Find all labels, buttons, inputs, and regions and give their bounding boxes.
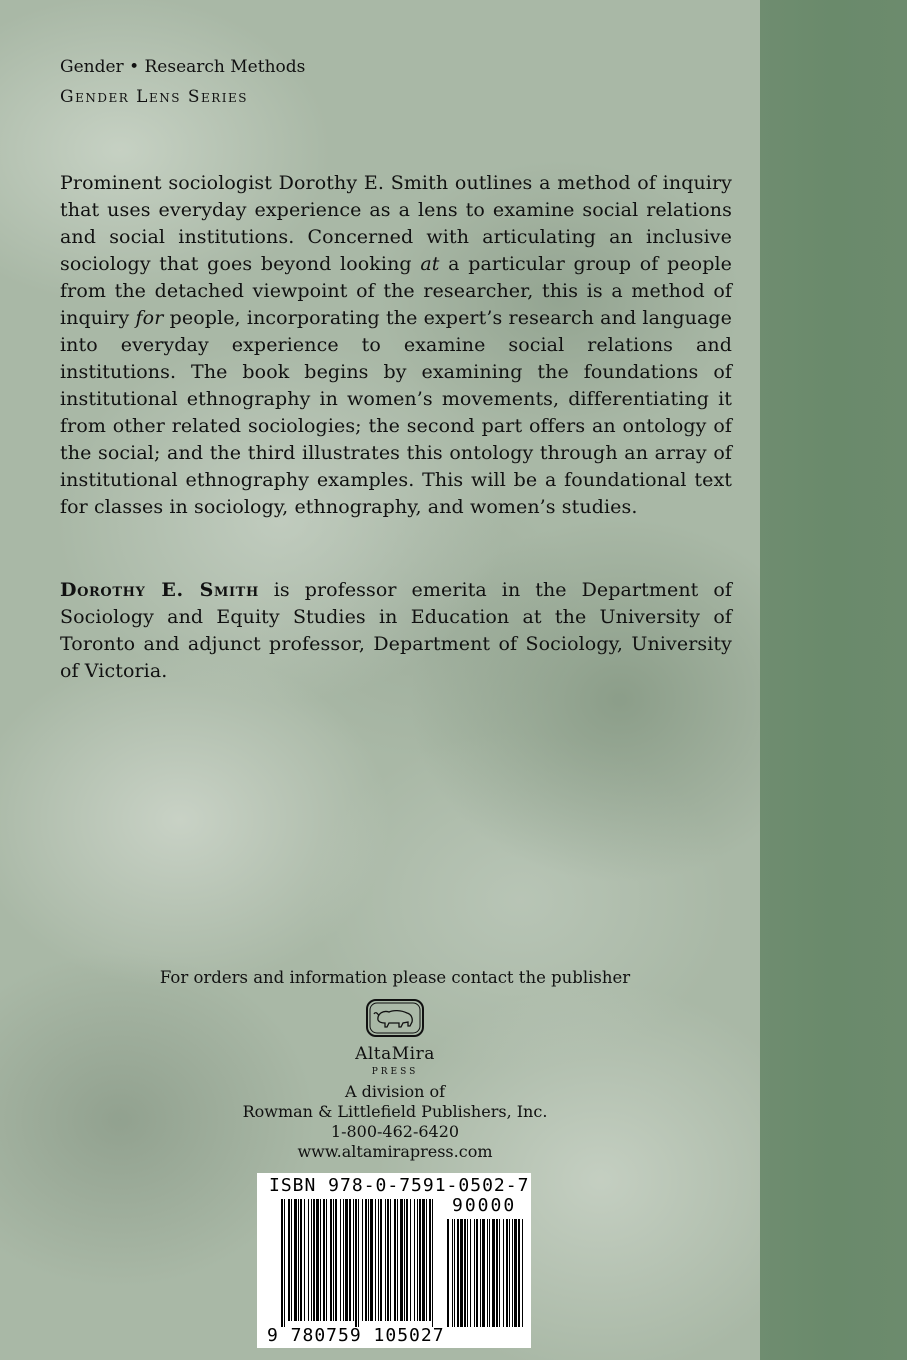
addon-bar bbox=[509, 1219, 510, 1327]
addon-bar bbox=[489, 1219, 490, 1327]
barcode-bar bbox=[300, 1199, 302, 1321]
isbn-label: ISBN 978-0-7591-0502-7 bbox=[269, 1175, 530, 1196]
barcode-bar bbox=[417, 1199, 418, 1321]
phone-number: 1-800-462-6420 bbox=[330, 1122, 460, 1141]
barcode-bars bbox=[257, 1173, 531, 1348]
barcode-bar bbox=[355, 1199, 357, 1327]
barcode-bar bbox=[323, 1199, 325, 1321]
barcode-bar bbox=[400, 1199, 403, 1321]
description-emphasis-at: at bbox=[420, 253, 440, 275]
description-text-1: Prominent sociologist Dorothy E. Smith outlines a method of inquiry that uses everyday experience as a lens to examine social relations and social institutions. Concerned with articulating an inclusive sociology that goes beyond looking bbox=[60, 172, 732, 275]
book-description bbox=[60, 170, 732, 521]
barcode-bar bbox=[404, 1199, 405, 1321]
barcode-bar bbox=[375, 1199, 376, 1321]
logo-subtitle: PRESS bbox=[371, 1067, 419, 1077]
barcode-bar bbox=[308, 1199, 309, 1321]
addon-bar bbox=[480, 1219, 481, 1327]
ean-digits: 9 780759 105027 bbox=[267, 1325, 445, 1346]
barcode-bar bbox=[385, 1199, 386, 1321]
addon-bar bbox=[518, 1219, 520, 1327]
barcode-bar bbox=[426, 1199, 427, 1321]
contact-line: For orders and information please contact the publisher bbox=[159, 968, 631, 987]
addon-bar bbox=[522, 1219, 523, 1327]
publisher-info bbox=[0, 968, 790, 1162]
description-emphasis-for: for bbox=[135, 307, 164, 329]
parent-company: Rowman & Littlefield Publishers, Inc. bbox=[242, 1102, 548, 1121]
addon-bar bbox=[470, 1219, 471, 1327]
addon-bar bbox=[476, 1219, 478, 1327]
barcode-bar bbox=[353, 1199, 354, 1321]
barcode-bar bbox=[414, 1199, 415, 1321]
publisher-logo bbox=[340, 998, 450, 1078]
addon-bar bbox=[492, 1219, 495, 1327]
barcode-bar bbox=[358, 1199, 359, 1327]
addon-bar bbox=[499, 1219, 500, 1327]
addon-bar bbox=[506, 1219, 508, 1327]
series-header bbox=[60, 56, 305, 108]
barcode-bar bbox=[422, 1199, 425, 1321]
author-name: Dorothy E. Smith bbox=[60, 579, 259, 601]
barcode-bar bbox=[335, 1199, 337, 1321]
barcode-bar bbox=[320, 1199, 321, 1321]
author-bio bbox=[60, 577, 732, 685]
addon-bar bbox=[460, 1219, 463, 1327]
barcode-bar bbox=[429, 1199, 431, 1321]
barcode-bar bbox=[370, 1199, 373, 1321]
barcode-bar bbox=[406, 1199, 408, 1321]
barcode-bar bbox=[340, 1199, 341, 1321]
subject-categories: Gender • Research Methods bbox=[60, 57, 306, 77]
price-code: 90000 bbox=[452, 1195, 517, 1216]
description-text-2: a particular group of people from the detached viewpoint of the researcher, this is a method of inquiry bbox=[60, 253, 732, 329]
description-text-3: people, incorporating the expert’s research and language into everyday experience to examine social relations and institutions. The book begins by examining the foundations of institutional ethnography in women’s movements, differentiating it from other related sociologies; the second part offers an ontology of the social; and the third illustrates this ontology through an array of institutional ethnography examples. This will be a foundational text for classes in sociology, ethnography, and women’s studies. bbox=[60, 307, 732, 518]
addon-bar bbox=[487, 1219, 488, 1327]
website: www.altamirapress.com bbox=[297, 1142, 493, 1161]
author-bio-text: is professor emerita in the Department of Sociology and Equity Studies in Education at the University of Toronto and adjunct professor, Department of Sociology, University of Victoria. bbox=[60, 579, 732, 682]
barcode-bar bbox=[304, 1199, 305, 1321]
barcode-bar bbox=[380, 1199, 382, 1321]
addon-bar bbox=[474, 1219, 475, 1327]
barcode-bar bbox=[281, 1199, 283, 1327]
barcode-bar bbox=[311, 1199, 312, 1321]
addon-bar bbox=[514, 1219, 517, 1327]
addon-bar bbox=[496, 1219, 498, 1327]
addon-bar bbox=[454, 1219, 455, 1327]
barcode-bar bbox=[432, 1199, 433, 1327]
barcode-bar bbox=[349, 1199, 351, 1321]
barcode-bar bbox=[294, 1199, 297, 1321]
barcode-bar bbox=[419, 1199, 421, 1321]
barcode-bar bbox=[333, 1199, 334, 1321]
barcode-bar bbox=[291, 1199, 292, 1321]
addon-bar bbox=[464, 1219, 466, 1327]
barcode-bar bbox=[298, 1199, 299, 1321]
addon-bar bbox=[457, 1219, 459, 1327]
barcode-bar bbox=[365, 1199, 367, 1321]
addon-bar bbox=[482, 1219, 485, 1327]
barcode-bar bbox=[394, 1199, 396, 1321]
barcode-bar bbox=[330, 1199, 332, 1321]
barcode-bar bbox=[326, 1199, 327, 1321]
barcode-bar bbox=[343, 1199, 344, 1321]
barcode-bar bbox=[345, 1199, 348, 1321]
barcode-bar bbox=[397, 1199, 398, 1321]
barcode-bar bbox=[387, 1199, 389, 1321]
series-name: Gender Lens Series bbox=[60, 87, 248, 107]
barcode bbox=[257, 1173, 531, 1348]
barcode-bar bbox=[313, 1199, 315, 1321]
addon-bar bbox=[467, 1219, 468, 1327]
division-line: A division of bbox=[344, 1082, 446, 1101]
barcode-bar bbox=[362, 1199, 363, 1321]
logo-name: AltaMira bbox=[355, 1044, 435, 1064]
barcode-bar bbox=[284, 1199, 285, 1327]
barcode-bar bbox=[390, 1199, 391, 1321]
addon-bar bbox=[447, 1219, 449, 1327]
barcode-bar bbox=[288, 1199, 290, 1321]
bison-logo-icon bbox=[365, 998, 425, 1040]
addon-bar bbox=[503, 1219, 504, 1327]
barcode-bar bbox=[316, 1199, 319, 1321]
barcode-bar bbox=[410, 1199, 411, 1321]
barcode-bar bbox=[378, 1199, 379, 1321]
addon-bar bbox=[512, 1219, 513, 1327]
barcode-bar bbox=[368, 1199, 369, 1321]
addon-bar bbox=[452, 1219, 453, 1327]
